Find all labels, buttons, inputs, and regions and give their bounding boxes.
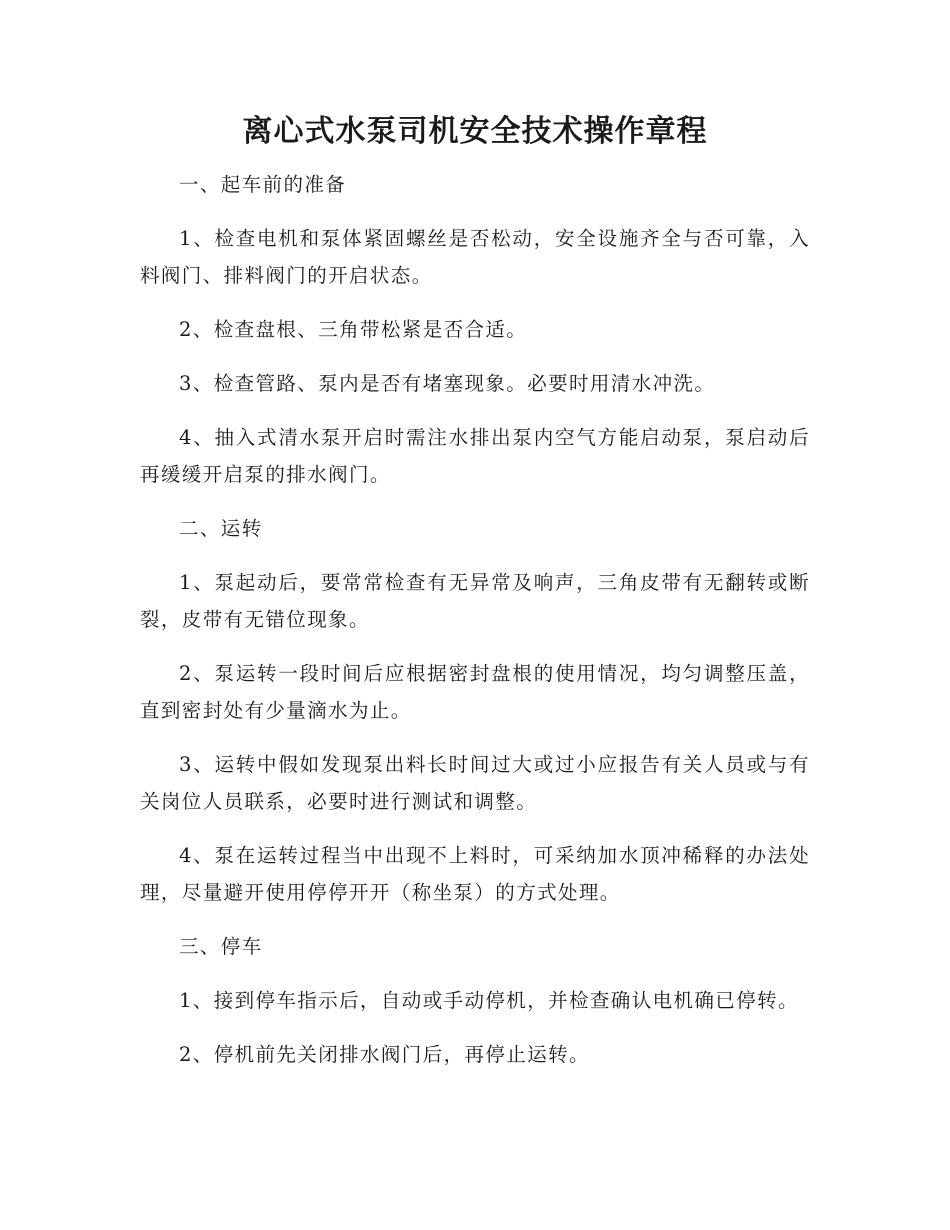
paragraph: 1、检查电机和泵体紧固螺丝是否松动，安全设施齐全与否可靠，入料阀门、排料阀门的开启状态。 (140, 227, 810, 287)
paragraph: 2、停机前先关闭排水阀门后，再停止运转。 (179, 1043, 590, 1066)
section-heading-running: 二、运转 (179, 517, 263, 540)
paragraph: 2、检查盘根、三角带松紧是否合适。 (179, 318, 528, 341)
paragraph: 4、抽入式清水泵开启时需注水排出泵内空气方能启动泵，泵启动后再缓缓开启泵的排水阀门。 (140, 426, 810, 486)
paragraph: 1、泵起动后，要常常检查有无异常及响声，三角皮带有无翻转或断裂，皮带有无错位现象。 (140, 571, 810, 631)
section-heading-stop: 三、停车 (179, 935, 263, 958)
section-heading-prep: 一、起车前的准备 (179, 173, 347, 196)
paragraph: 2、泵运转一段时间后应根据密封盘根的使用情况，均匀调整压盖，直到密封处有少量滴水为止。 (140, 662, 810, 722)
paragraph: 1、接到停车指示后，自动或手动停机，并检查确认电机确已停转。 (179, 989, 799, 1012)
document-page (140, 108, 810, 1090)
paragraph: 4、泵在运转过程当中出现不上料时，可采纳加水顶冲稀释的办法处理，尽量避开使用停停开开（称坐泵）的方式处理。 (140, 844, 810, 904)
paragraph: 3、检查管路、泵内是否有堵塞现象。必要时用清水冲洗。 (179, 372, 716, 395)
paragraph: 3、运转中假如发现泵出料长时间过大或过小应报告有关人员或与有关岗位人员联系，必要时进行测试和调整。 (140, 753, 810, 813)
document-title: 离心式水泵司机安全技术操作章程 (242, 114, 708, 149)
